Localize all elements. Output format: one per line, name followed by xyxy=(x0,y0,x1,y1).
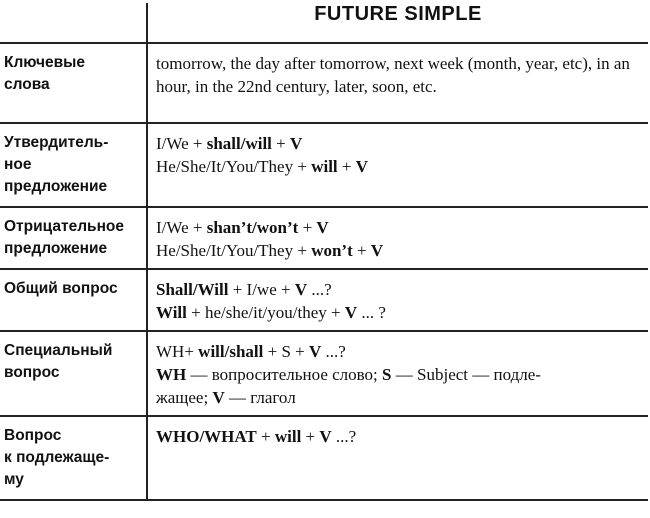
formula-verb: V xyxy=(316,218,329,237)
formula-text: WH+ xyxy=(156,342,199,361)
table-row-keywords xyxy=(0,43,648,123)
formula-text: — вопросительное слово; xyxy=(186,365,383,384)
formula-line xyxy=(156,239,642,262)
formula-verb: shall/will xyxy=(206,134,272,153)
row-label-line: предложение xyxy=(4,240,108,257)
row-label-line: Отрицательное xyxy=(4,218,125,235)
formula-text: + xyxy=(301,427,320,446)
formula-text: ...? xyxy=(321,342,346,361)
formula-verb: V xyxy=(309,342,322,361)
row-label xyxy=(0,123,147,207)
formula-text: + he/she/it/you/they + xyxy=(186,303,345,322)
formula-text: + xyxy=(271,134,290,153)
formula-text: + xyxy=(298,218,317,237)
table-header-row xyxy=(0,3,648,43)
formula-verb: V xyxy=(289,134,303,153)
row-label-line: к подлежаще- xyxy=(4,449,110,466)
formula-text: + xyxy=(337,157,356,176)
row-content xyxy=(147,43,648,123)
table-row-general-question xyxy=(0,269,648,331)
row-label-line: му xyxy=(4,471,24,488)
row-label xyxy=(0,416,147,500)
formula-text: He/She/It/You/They + xyxy=(156,241,312,260)
formula-text: — Subject — подле- xyxy=(391,365,541,384)
row-label-line: Ключевые xyxy=(4,54,85,71)
formula-text: + xyxy=(352,241,371,260)
formula-verb: Will xyxy=(156,303,187,322)
row-content xyxy=(147,416,648,500)
formula-verb: V xyxy=(294,280,308,299)
row-label-line: Общий вопрос xyxy=(4,280,118,297)
row-content xyxy=(147,269,648,331)
formula-verb: shan’t/won’t xyxy=(206,218,299,237)
row-content xyxy=(147,123,648,207)
formula-verb: will xyxy=(274,427,302,446)
table-title: FUTURE SIMPLE xyxy=(147,3,648,43)
future-simple-table xyxy=(0,3,648,501)
formula-term: S xyxy=(382,365,392,384)
formula-text: — глагол xyxy=(224,388,296,407)
formula-text: ...? xyxy=(331,427,357,446)
keywords-text: tomorrow, the day after tomorrow, next week (month, year, etc), in an hour, in the 22nd century, later, soon, etc. xyxy=(156,54,630,96)
formula-text: жащее; xyxy=(156,388,213,407)
formula-text: ... ? xyxy=(357,303,386,322)
formula-line xyxy=(156,301,642,324)
formula-term: V xyxy=(212,388,225,407)
header-blank-cell xyxy=(0,3,147,43)
formula-term: WH xyxy=(156,365,187,384)
formula-line xyxy=(156,425,642,448)
formula-verb: won’t xyxy=(311,241,353,260)
row-label-line: слова xyxy=(4,76,50,93)
row-content xyxy=(147,207,648,269)
formula-line xyxy=(156,363,642,386)
formula-term: WHO/WHAT xyxy=(156,427,257,446)
formula-line xyxy=(156,278,642,301)
formula-line xyxy=(156,132,642,155)
row-label-line: вопрос xyxy=(4,364,60,381)
formula-verb: will/shall xyxy=(198,342,264,361)
formula-verb: V xyxy=(319,427,332,446)
formula-line xyxy=(156,386,642,409)
row-label xyxy=(0,43,147,123)
row-label-line: ное xyxy=(4,156,32,173)
formula-text: He/She/It/You/They + xyxy=(156,157,312,176)
row-label xyxy=(0,331,147,416)
formula-verb: V xyxy=(355,157,369,176)
formula-text: + I/we + xyxy=(228,280,295,299)
row-content xyxy=(147,331,648,416)
table-row-affirmative xyxy=(0,123,648,207)
formula-text: ...? xyxy=(307,280,332,299)
table-row-special-question xyxy=(0,331,648,416)
table-row-negative xyxy=(0,207,648,269)
row-label xyxy=(0,207,147,269)
formula-verb: will xyxy=(311,157,338,176)
row-label-line: Утвердитель- xyxy=(4,134,109,151)
formula-verb: Shall/Will xyxy=(156,280,229,299)
formula-line xyxy=(156,155,642,178)
formula-text: I/We + xyxy=(156,134,207,153)
row-label-line: предложение xyxy=(4,178,108,195)
row-label-line: Вопрос xyxy=(4,427,62,444)
formula-text: + S + xyxy=(263,342,309,361)
row-label-line: Специальный xyxy=(4,342,113,359)
formula-verb: V xyxy=(370,241,384,260)
table-row-subject-question xyxy=(0,416,648,500)
formula-line xyxy=(156,340,642,363)
row-label xyxy=(0,269,147,331)
formula-text: I/We + xyxy=(156,218,207,237)
formula-verb: V xyxy=(344,303,358,322)
formula-line xyxy=(156,216,642,239)
formula-text: + xyxy=(256,427,275,446)
